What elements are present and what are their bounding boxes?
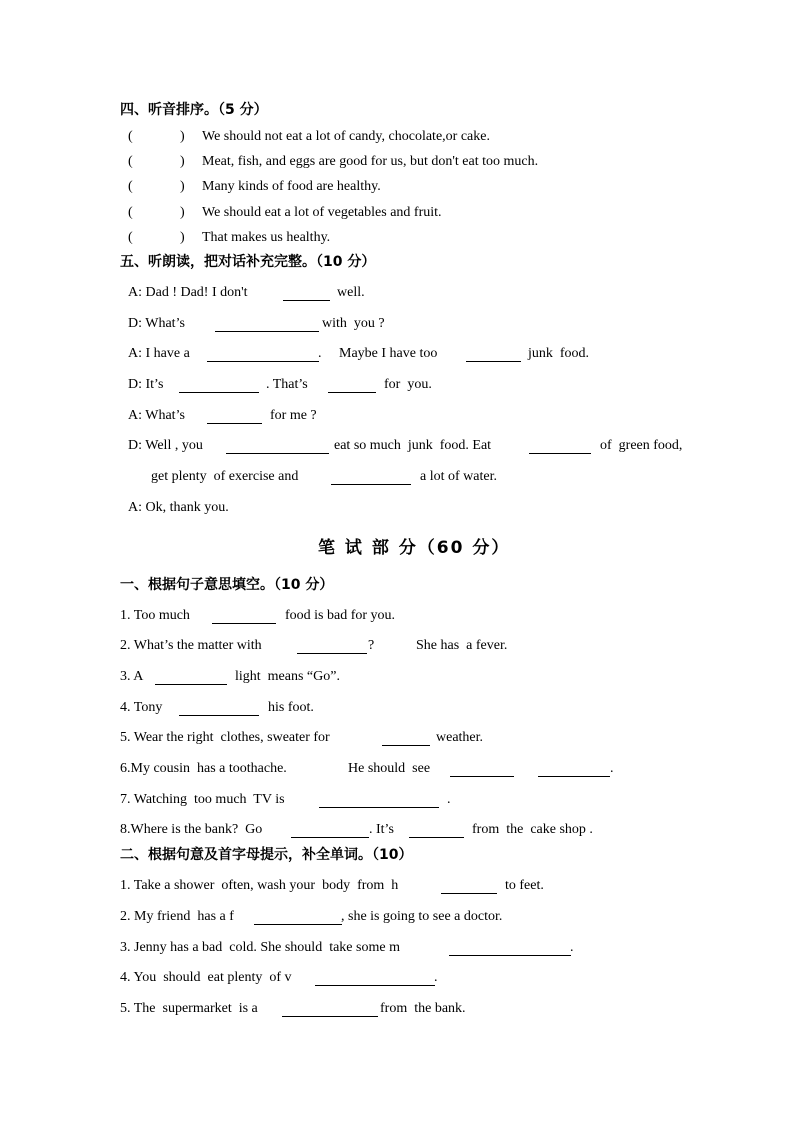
question-1-end: food is bad for you. bbox=[285, 608, 396, 623]
dialog-line-1-end: well. bbox=[337, 285, 365, 300]
dialog-line-5-end: for me ? bbox=[270, 408, 317, 423]
question-6-mid: He should see bbox=[348, 761, 431, 776]
open-paren: ( bbox=[128, 179, 133, 194]
item-text: We should not eat a lot of candy, chocolate,or cake. bbox=[202, 129, 490, 144]
close-paren: ) bbox=[180, 230, 185, 245]
fill-blank[interactable] bbox=[212, 610, 276, 624]
fill-blank[interactable] bbox=[328, 379, 376, 393]
dialog-line-7: get plenty of exercise and bbox=[151, 469, 299, 484]
word-question-4-end: . bbox=[434, 970, 438, 985]
open-paren: ( bbox=[128, 205, 133, 220]
open-paren: ( bbox=[128, 129, 133, 144]
fill-blank[interactable] bbox=[441, 880, 497, 894]
dialog-line-7-end: a lot of water. bbox=[420, 469, 497, 484]
dialog-line-1: A: Dad ! Dad! I don't bbox=[128, 285, 248, 300]
fill-blank[interactable] bbox=[529, 440, 591, 454]
dialog-line-6-mid: eat so much junk food. Eat bbox=[334, 438, 492, 453]
item-text: That makes us healthy. bbox=[202, 230, 331, 245]
question-2-mark: ? bbox=[368, 638, 375, 653]
question-4: 4. Tony bbox=[120, 700, 163, 715]
fill-blank[interactable] bbox=[179, 702, 259, 716]
fill-blank[interactable] bbox=[179, 379, 259, 393]
open-paren: ( bbox=[128, 154, 133, 169]
question-4-end: his foot. bbox=[268, 700, 314, 715]
question-3: 3. A bbox=[120, 669, 144, 684]
close-paren: ) bbox=[180, 179, 185, 194]
close-paren: ) bbox=[180, 205, 185, 220]
fill-blank[interactable] bbox=[538, 763, 610, 777]
part2-heading: 二、根据句意及首字母提示，补全单词。（10） bbox=[120, 847, 413, 863]
fill-blank[interactable] bbox=[319, 794, 439, 808]
fill-blank[interactable] bbox=[450, 763, 514, 777]
fill-blank[interactable] bbox=[254, 911, 342, 925]
dialog-line-4-mid: . That’s bbox=[266, 377, 308, 392]
fill-blank[interactable] bbox=[382, 732, 430, 746]
item-text: We should eat a lot of vegetables and fruit. bbox=[202, 205, 442, 220]
word-question-3: 3. Jenny has a bad cold. She should take some m bbox=[120, 940, 400, 955]
dialog-line-4: D: It’s bbox=[128, 377, 164, 392]
section5-heading: 五、听朗读，把对话补充完整。（10 分） bbox=[120, 254, 376, 270]
question-7-end: . bbox=[447, 792, 451, 807]
question-5: 5. Wear the right clothes, sweater for bbox=[120, 730, 330, 745]
section4-heading: 四、听音排序。（5 分） bbox=[120, 102, 268, 118]
word-question-1-end: to feet. bbox=[505, 878, 544, 893]
word-question-2-end: , she is going to see a doctor. bbox=[341, 909, 503, 924]
word-question-2: 2. My friend has a f bbox=[120, 909, 234, 924]
written-section-title: 笔 试 部 分（60 分） bbox=[318, 538, 511, 558]
fill-blank[interactable] bbox=[207, 348, 319, 362]
dialog-line-5: A: What’s bbox=[128, 408, 185, 423]
question-1: 1. Too much bbox=[120, 608, 190, 623]
fill-blank[interactable] bbox=[449, 942, 571, 956]
fill-blank[interactable] bbox=[215, 318, 319, 332]
open-paren: ( bbox=[128, 230, 133, 245]
fill-blank[interactable] bbox=[409, 824, 464, 838]
fill-blank[interactable] bbox=[283, 287, 330, 301]
fill-blank[interactable] bbox=[155, 671, 227, 685]
word-question-4: 4. You should eat plenty of v bbox=[120, 970, 292, 985]
question-7: 7. Watching too much TV is bbox=[120, 792, 285, 807]
word-question-5: 5. The supermarket is a bbox=[120, 1001, 258, 1016]
question-5-end: weather. bbox=[436, 730, 484, 745]
fill-blank[interactable] bbox=[282, 1003, 378, 1017]
question-3-end: light means “Go”. bbox=[235, 669, 340, 684]
fill-blank[interactable] bbox=[331, 471, 411, 485]
word-question-5-end: from the bank. bbox=[380, 1001, 466, 1016]
fill-blank[interactable] bbox=[226, 440, 329, 454]
question-2-end: She has a fever. bbox=[416, 638, 508, 653]
word-question-3-end: . bbox=[570, 940, 574, 955]
part1-heading: 一、根据句子意思填空。（10 分） bbox=[120, 577, 334, 593]
question-6-end: . bbox=[610, 761, 614, 776]
question-8-mid: . It’s bbox=[369, 822, 394, 837]
close-paren: ) bbox=[180, 154, 185, 169]
item-text: Many kinds of food are healthy. bbox=[202, 179, 381, 194]
fill-blank[interactable] bbox=[315, 972, 435, 986]
dialog-line-6: D: Well , you bbox=[128, 438, 203, 453]
dialog-line-3-mid: Maybe I have too bbox=[339, 346, 438, 361]
dialog-line-8: A: Ok, thank you. bbox=[128, 500, 229, 515]
fill-blank[interactable] bbox=[291, 824, 369, 838]
word-question-1: 1. Take a shower often, wash your body from h bbox=[120, 878, 399, 893]
dialog-line-2: D: What’s bbox=[128, 316, 185, 331]
question-6: 6.My cousin has a toothache. bbox=[120, 761, 287, 776]
dialog-line-6-end: of green food, bbox=[600, 438, 683, 453]
dialog-punct: . bbox=[318, 346, 322, 361]
dialog-line-2-end: with you ? bbox=[322, 316, 385, 331]
fill-blank[interactable] bbox=[297, 640, 367, 654]
fill-blank[interactable] bbox=[207, 410, 262, 424]
question-8: 8.Where is the bank? Go bbox=[120, 822, 263, 837]
fill-blank[interactable] bbox=[466, 348, 521, 362]
item-text: Meat, fish, and eggs are good for us, but don't eat too much. bbox=[202, 154, 539, 169]
dialog-line-3: A: I have a bbox=[128, 346, 190, 361]
question-8-end: from the cake shop . bbox=[472, 822, 593, 837]
dialog-line-4-end: for you. bbox=[384, 377, 432, 392]
close-paren: ) bbox=[180, 129, 185, 144]
question-2: 2. What’s the matter with bbox=[120, 638, 262, 653]
dialog-line-3-end: junk food. bbox=[528, 346, 590, 361]
